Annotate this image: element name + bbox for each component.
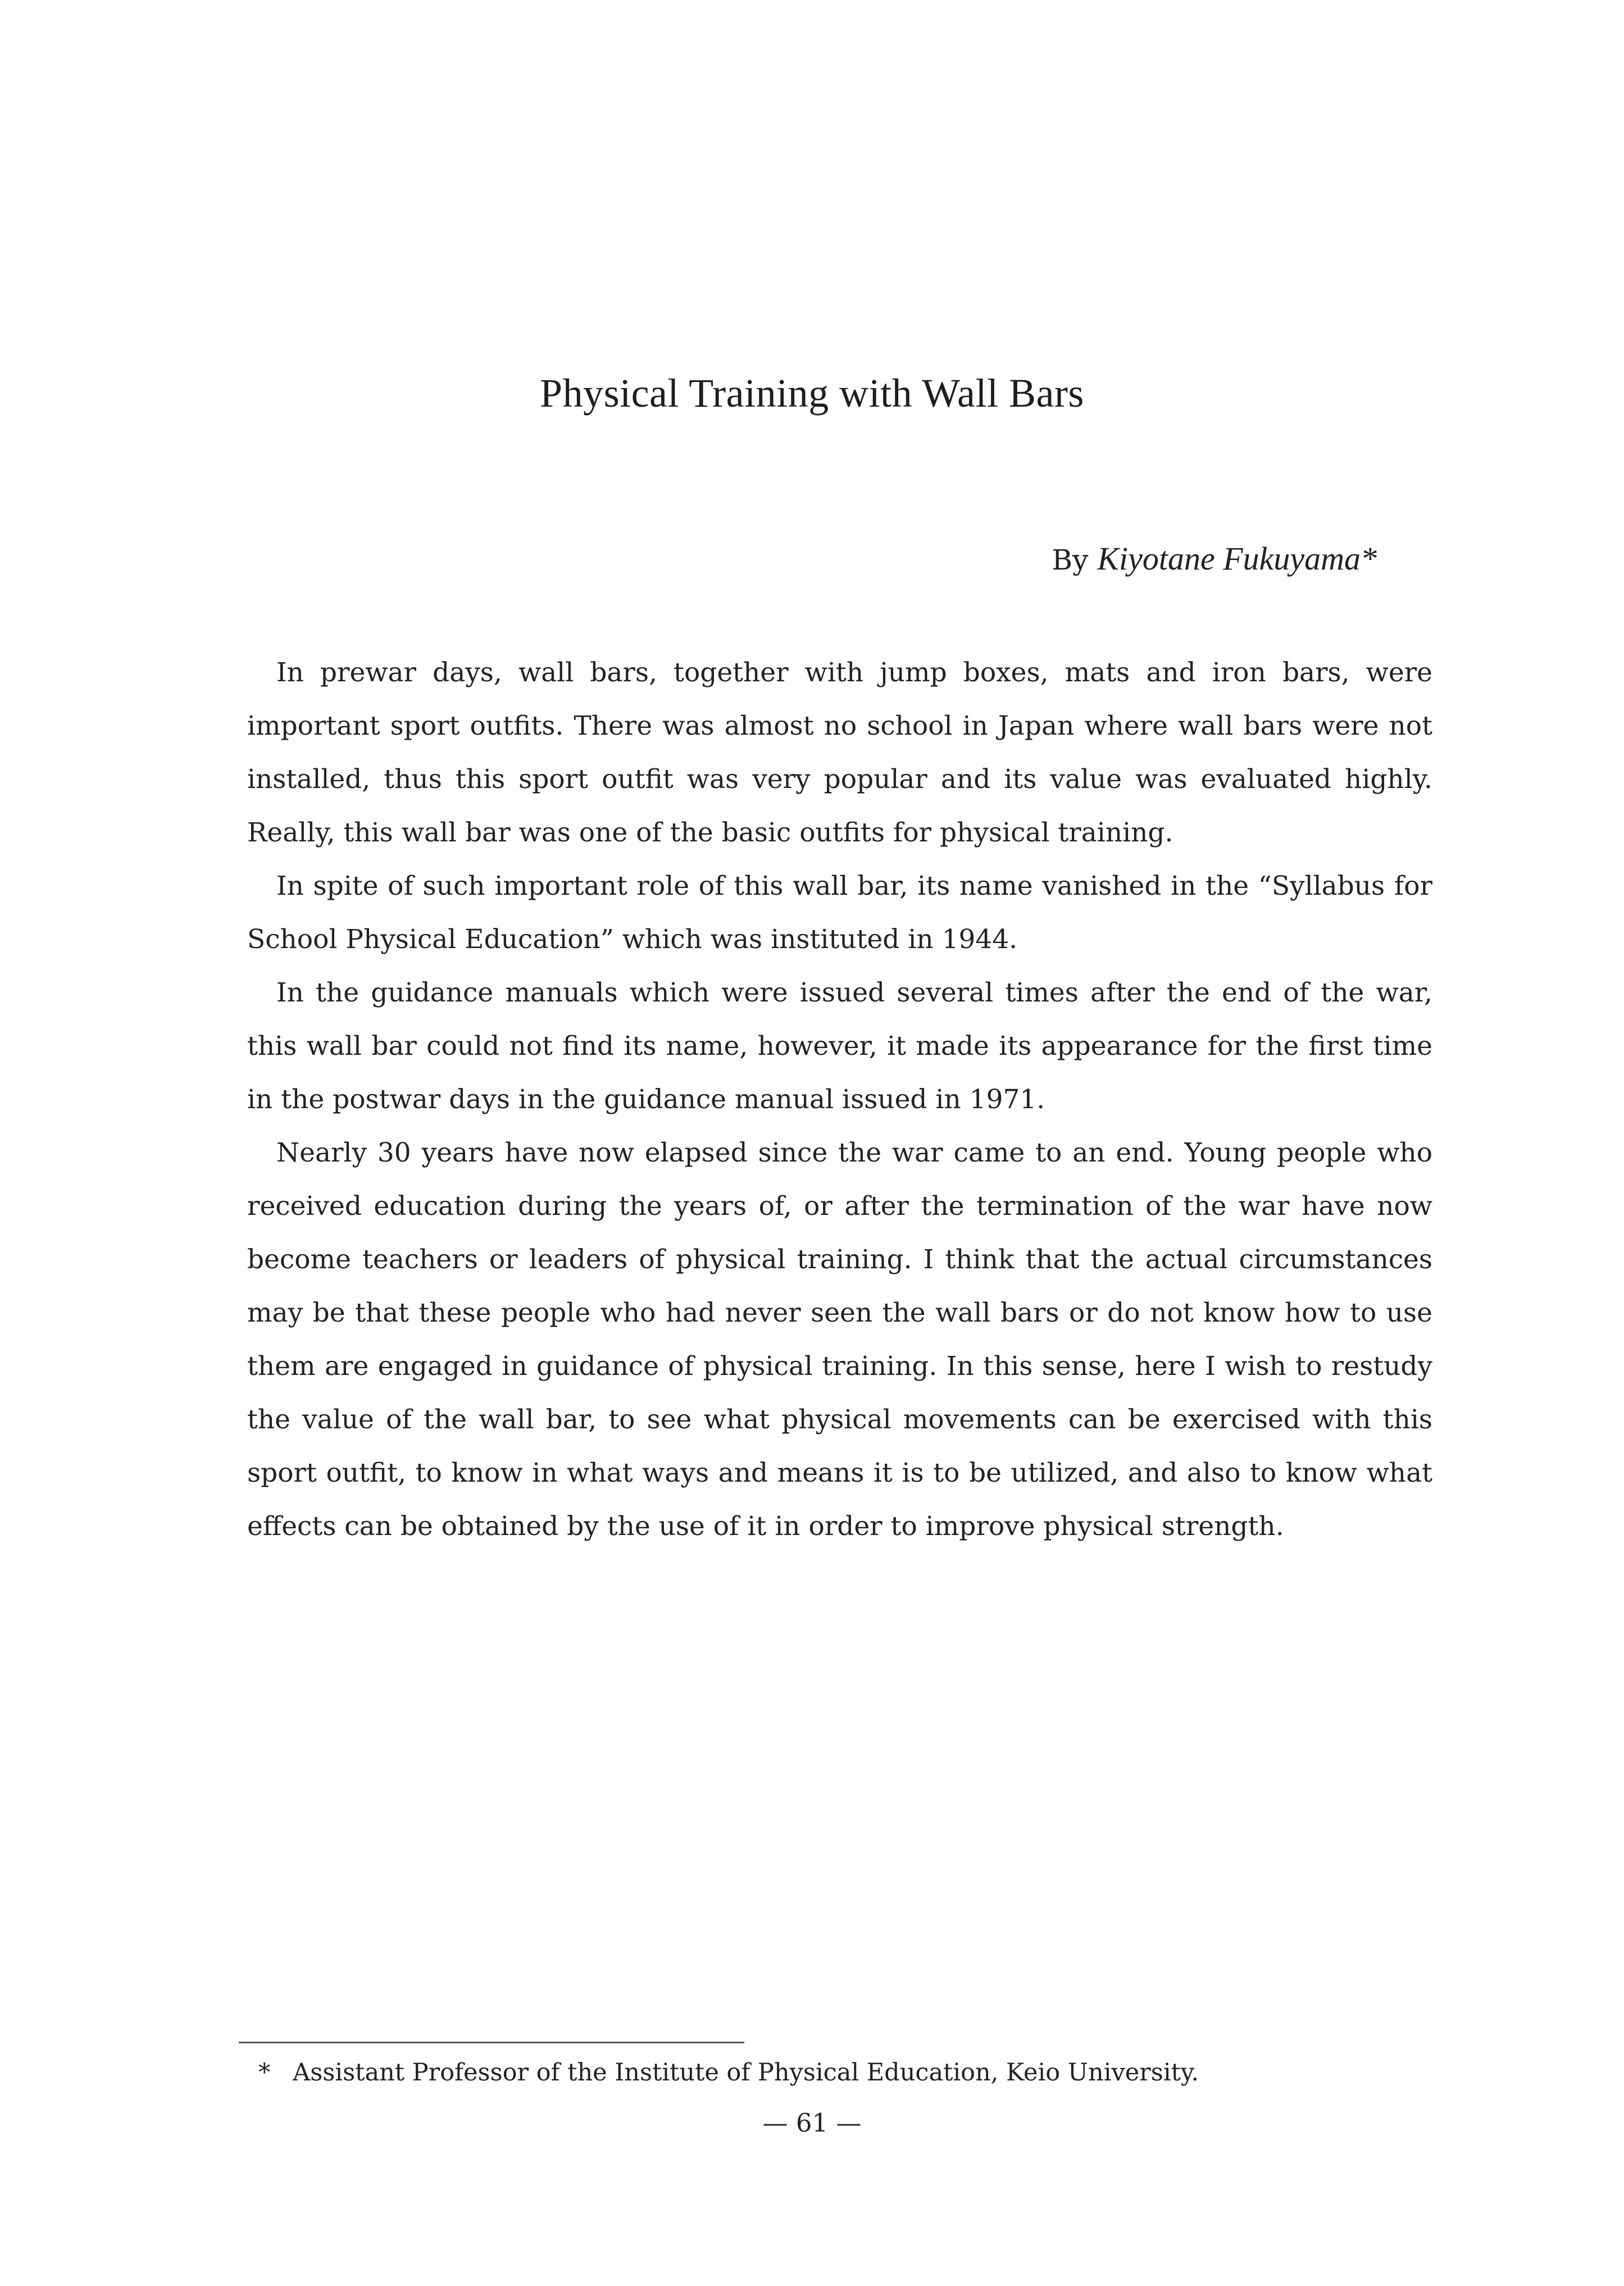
footnote-mark: * [258, 2059, 271, 2087]
footnote-text: Assistant Professor of the Institute of Physical Education, Keio University. [293, 2059, 1199, 2087]
footnote [258, 2053, 1199, 2092]
page-number: — 61 — [762, 2108, 862, 2138]
byline [1052, 539, 1377, 580]
byline-prefix: By [1052, 544, 1089, 576]
paragraph-1: In prewar days, wall bars, together with jump boxes, mats and iron bars, were important sport outfits. There was almost no school in Japan where wall bars were not installed, thus this sport outfit was very popular and its value was evaluated highly. Really, this wall bar was one of the basic outfits for physical training. [247, 657, 1432, 848]
article-title: Physical Training with Wall Bars [540, 371, 1084, 416]
author-name: Kiyotane Fukuyama* [1097, 540, 1377, 577]
article-body [247, 646, 1432, 1553]
paragraph-3: In the guidance manuals which were issued several times after the end of the war, this wall bar could not find its name, however, it made its appearance for the first time in the postwar days in the guidance manual issued in 1971. [247, 977, 1432, 1115]
paragraph-4: Nearly 30 years have now elapsed since the war came to an end. Young people who received education during the years of, or after the termination of the war have now become teachers or leaders of physical training. I think that the actual circumstances may be that these people who had never seen the wall bars or do not know how to use them are engaged in guidance of physical training. In this sense, here I wish to restudy the value of the wall bar, to see what physical movements can be exercised with this sport outfit, to know in what ways and means it is to be utilized, and also to know what effects can be obtained by the use of it in order to improve physical strength. [247, 1137, 1432, 1542]
footnote-divider [239, 2042, 744, 2043]
paragraph-2: In spite of such important role of this wall bar, its name vanished in the “Syllabus for School Physical Education” which was instituted in 1944. [247, 871, 1432, 955]
